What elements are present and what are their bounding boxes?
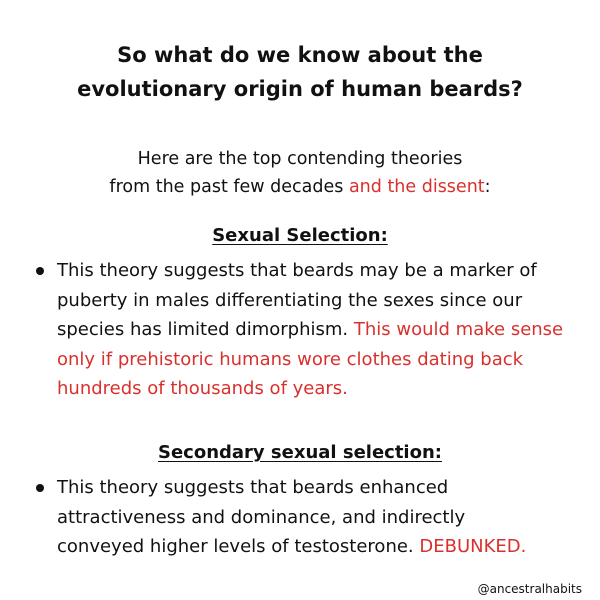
dissent-text: only if prehistoric humans wore clothes dating back — [57, 348, 524, 370]
body-line — [57, 532, 577, 562]
intro-text — [0, 145, 600, 201]
dissent-text: This would make sense — [353, 319, 564, 340]
page-title — [0, 38, 600, 106]
author-handle: @ancestralhabits — [477, 582, 582, 596]
bullet-icon — [36, 267, 44, 275]
title-line-2: evolutionary origin of human beards? — [77, 77, 523, 101]
body-line: This theory suggests that beards may be a marker of — [57, 260, 537, 281]
section-heading-sexual-selection: Sexual Selection: — [212, 225, 388, 246]
body-line-plain: species has limited dimorphism. — [57, 319, 354, 340]
body-line: puberty in males differentiating the sexes since our — [57, 289, 523, 311]
title-line-1: So what do we know about the — [117, 43, 483, 67]
intro-line-2-colon: : — [484, 177, 491, 197]
bullet-icon — [36, 484, 44, 492]
body-line — [57, 315, 577, 345]
intro-dissent-highlight: and the dissent — [348, 177, 485, 197]
dissent-text: hundreds of thousands of years. — [57, 378, 348, 399]
section-heading-secondary-sexual-selection: Secondary sexual selection: — [158, 442, 442, 463]
section-body-sexual-selection — [57, 256, 577, 404]
body-line: attractiveness and dominance, and indirectly — [57, 506, 466, 528]
body-line: This theory suggests that beards enhanced — [57, 477, 449, 498]
debunked-label: DEBUNKED. — [419, 536, 527, 557]
intro-line-2-plain: from the past few decades — [109, 177, 349, 197]
intro-line-1: Here are the top contending theories — [137, 149, 463, 169]
section-body-secondary-sexual-selection — [57, 473, 577, 562]
intro-line-2 — [0, 173, 600, 201]
body-line-plain: conveyed higher levels of testosterone. — [57, 536, 420, 557]
